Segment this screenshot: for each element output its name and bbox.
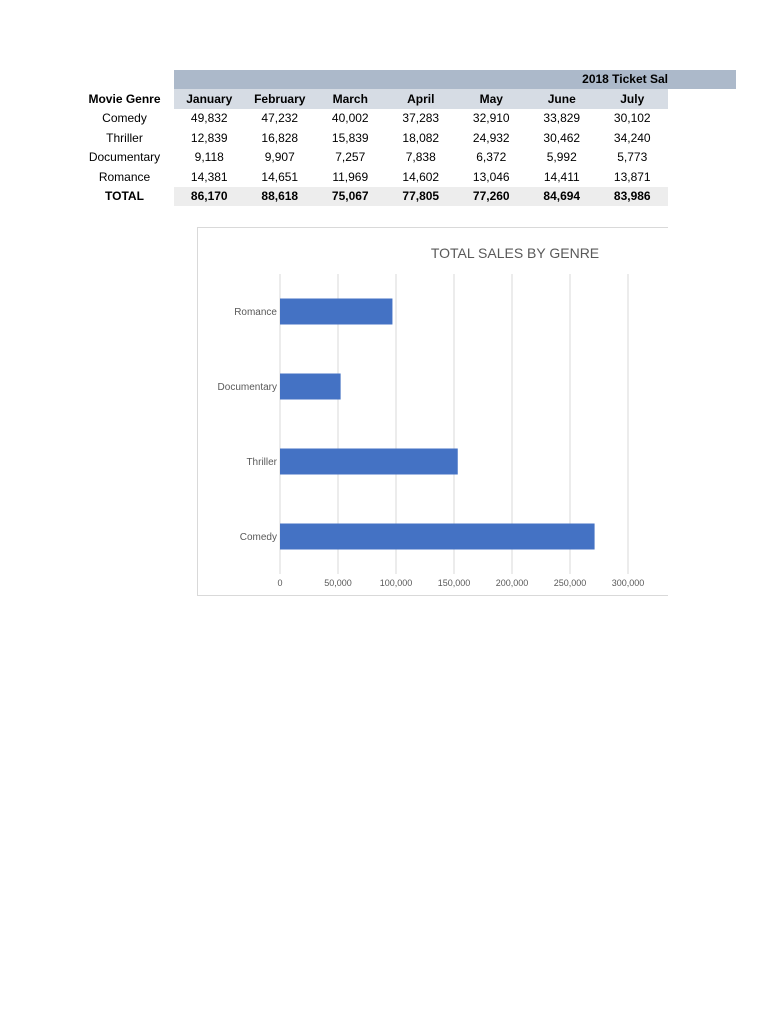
header-row — [75, 89, 668, 109]
value-cell[interactable]: 7,257 — [335, 150, 366, 165]
month-header[interactable]: February — [245, 89, 316, 109]
x-tick-label: 150,000 — [437, 578, 471, 588]
total-cell[interactable]: 84,694 — [527, 187, 598, 207]
value-cell[interactable]: 15,839 — [331, 130, 369, 145]
genre-header[interactable]: Movie Genre — [88, 91, 161, 106]
total-cell[interactable]: 75,067 — [315, 187, 386, 207]
sales-chart[interactable] — [197, 227, 668, 596]
value-cell[interactable]: 49,832 — [190, 111, 228, 126]
bar-documentary[interactable] — [280, 374, 341, 400]
table-row — [75, 167, 668, 187]
month-header[interactable]: June — [527, 89, 598, 109]
value-cell[interactable]: 30,462 — [543, 130, 581, 145]
x-tick-label: 100,000 — [379, 578, 413, 588]
table-row — [75, 128, 668, 148]
chart-title: TOTAL SALES BY GENRE — [430, 245, 600, 261]
value-cell[interactable]: 40,002 — [331, 111, 369, 126]
genre-cell[interactable]: Romance — [98, 169, 151, 184]
y-category-label: Comedy — [239, 532, 277, 543]
table-row — [75, 109, 668, 129]
total-label[interactable]: TOTAL — [105, 189, 144, 204]
value-cell[interactable]: 33,829 — [543, 111, 581, 126]
sales-table — [75, 89, 668, 206]
total-row — [75, 187, 668, 207]
total-cell[interactable]: 86,170 — [174, 187, 245, 207]
value-cell[interactable]: 47,232 — [261, 111, 299, 126]
total-cell[interactable]: 77,805 — [386, 187, 457, 207]
value-cell[interactable]: 5,992 — [546, 150, 577, 165]
chart-svg — [198, 228, 669, 597]
value-cell[interactable]: 5,773 — [617, 150, 648, 165]
value-cell[interactable]: 37,283 — [402, 111, 440, 126]
x-tick-label: 0 — [277, 578, 283, 588]
table-row — [75, 148, 668, 168]
sheet-title: 2018 Ticket Sal — [582, 72, 668, 86]
genre-cell[interactable]: Thriller — [106, 130, 143, 145]
month-header[interactable]: April — [386, 89, 457, 109]
value-cell[interactable]: 12,839 — [190, 130, 228, 145]
total-cell[interactable]: 77,260 — [456, 187, 527, 207]
value-cell[interactable]: 14,411 — [543, 169, 580, 184]
value-cell[interactable]: 14,602 — [402, 169, 440, 184]
x-tick-label: 200,000 — [495, 578, 529, 588]
month-header[interactable]: March — [315, 89, 386, 109]
y-category-label: Romance — [234, 307, 277, 318]
total-cell[interactable]: 88,618 — [245, 187, 316, 207]
bar-thriller[interactable] — [280, 449, 458, 475]
genre-cell[interactable]: Documentary — [88, 150, 161, 165]
x-tick-label: 300,000 — [611, 578, 645, 588]
value-cell[interactable]: 32,910 — [472, 111, 510, 126]
value-cell[interactable]: 6,372 — [476, 150, 507, 165]
month-header[interactable]: May — [456, 89, 527, 109]
y-category-label: Thriller — [246, 457, 277, 468]
y-category-label: Documentary — [217, 382, 277, 393]
month-header[interactable]: January — [174, 89, 245, 109]
x-tick-label: 250,000 — [553, 578, 587, 588]
value-cell[interactable]: 13,046 — [472, 169, 510, 184]
value-cell[interactable]: 24,932 — [472, 130, 510, 145]
value-cell[interactable]: 30,102 — [613, 111, 651, 126]
value-cell[interactable]: 9,118 — [194, 150, 224, 165]
value-cell[interactable]: 16,828 — [261, 130, 299, 145]
value-cell[interactable]: 14,651 — [261, 169, 299, 184]
month-header[interactable]: July — [597, 89, 668, 109]
value-cell[interactable]: 14,381 — [190, 169, 228, 184]
value-cell[interactable]: 7,838 — [405, 150, 436, 165]
total-cell[interactable]: 83,986 — [597, 187, 668, 207]
value-cell[interactable]: 13,871 — [613, 169, 651, 184]
value-cell[interactable]: 18,082 — [402, 130, 440, 145]
bar-comedy[interactable] — [280, 524, 595, 550]
value-cell[interactable]: 34,240 — [613, 130, 651, 145]
genre-cell[interactable]: Comedy — [102, 111, 147, 126]
x-tick-label: 50,000 — [324, 578, 352, 588]
bar-romance[interactable] — [280, 299, 392, 325]
value-cell[interactable]: 9,907 — [264, 150, 295, 165]
value-cell[interactable]: 11,969 — [332, 169, 369, 184]
